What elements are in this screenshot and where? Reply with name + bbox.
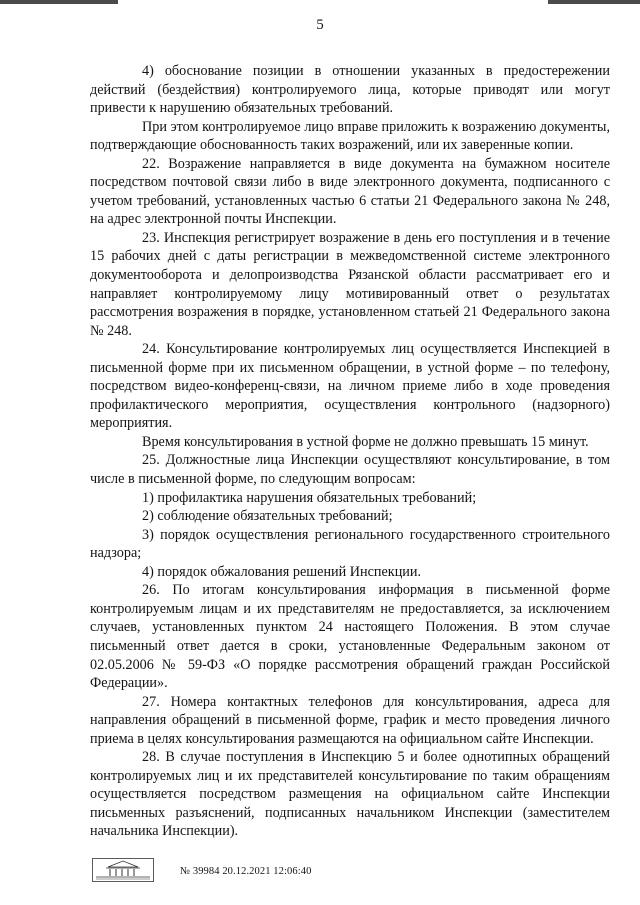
paragraph: Время консультирования в устной форме не должно превышать 15 минут. (142, 433, 589, 450)
list-item: 4) порядок обжалования решений Инспекции. (142, 563, 422, 580)
list-item: 1) профилактика нарушения обязательных требований; (142, 489, 477, 506)
paragraph: 26. По итогам консультирования информация в письменной форме контролируемым лицам и их представителям не предоставляется, за исключением случаев, установленных пунктом 24 настоящего Положения. В этом случае письменный ответ дается в сроки, установленные Федеральным законом от 02.05.2006 № 59-ФЗ «О порядке рассмотрения обращений граждан Российской Федерации». (90, 582, 610, 692)
paragraph: 4) обоснование позиции в отношении указанных в предостережении действий (бездействия) контролируемого лица, которые приводят или могут привести к нарушению обязательных требований. (90, 63, 610, 117)
paragraph: При этом контролируемое лицо вправе приложить к возражению документы, подтверждающие обоснованность таких возражений, или их заверенные копии. (90, 118, 610, 154)
paragraph: 22. Возражение направляется в виде документа на бумажном носителе посредством почтовой связи либо в виде электронного документа, подписанного с учетом требований, установленных частью 6 статьи 21 Федерального закона № 248, на адрес электронной почты Инспекции. (90, 155, 610, 228)
paragraph: 23. Инспекция регистрирует возражение в день его поступления и в течение 15 рабочих дней с даты регистрации в межведомственной системе электронного документооборота и делопроизводства Рязанской области рассматривает его и направляет контролируемому лицу мотивированный ответ о результатах рассмотрения возражения в порядке, установленном статьей 21 Федерального закона № 248. (90, 229, 610, 339)
paragraph: 28. В случае поступления в Инспекцию 5 и более однотипных обращений контролируемых лиц и их представителей консультирование по таким обращениям осуществляется посредством размещения на официальном сайте Инспекции письменных разъяснений, подписанных начальником Инспекции (заместителем начальника Инспекции). (90, 749, 610, 840)
paragraph: 27. Номера контактных телефонов для консультирования, адреса для направления обращений в письменной форме, график и место проведения личного приема в целях консультирования размещаются на официальном сайте Инспекции. (90, 693, 610, 747)
scan-edge-mark-right (548, 0, 640, 4)
paragraph: 24. Консультирование контролируемых лиц осуществляется Инспекцией в письменной форме при их письменном обращении, в устной форме – по телефону, посредством видео-конференц-связи, на личном приеме либо в ходе проведения профилактического мероприятия, осуществления контрольного (надзорного) мероприятия. (90, 341, 610, 432)
list-item: 3) порядок осуществления регионального государственного строительного надзора; (90, 526, 610, 562)
document-body (90, 62, 610, 841)
scan-edge-mark-left (0, 0, 118, 4)
list-item: 2) соблюдение обязательных требований; (142, 508, 393, 525)
registration-number: № 39984 20.12.2021 12:06:40 (180, 866, 312, 877)
government-building-icon (92, 858, 154, 882)
registration-footer (92, 858, 352, 888)
page-number: 5 (316, 17, 324, 33)
paragraph: 25. Должностные лица Инспекции осуществляют консультирование, в том числе в письменной форме, по следующим вопросам: (90, 452, 610, 488)
